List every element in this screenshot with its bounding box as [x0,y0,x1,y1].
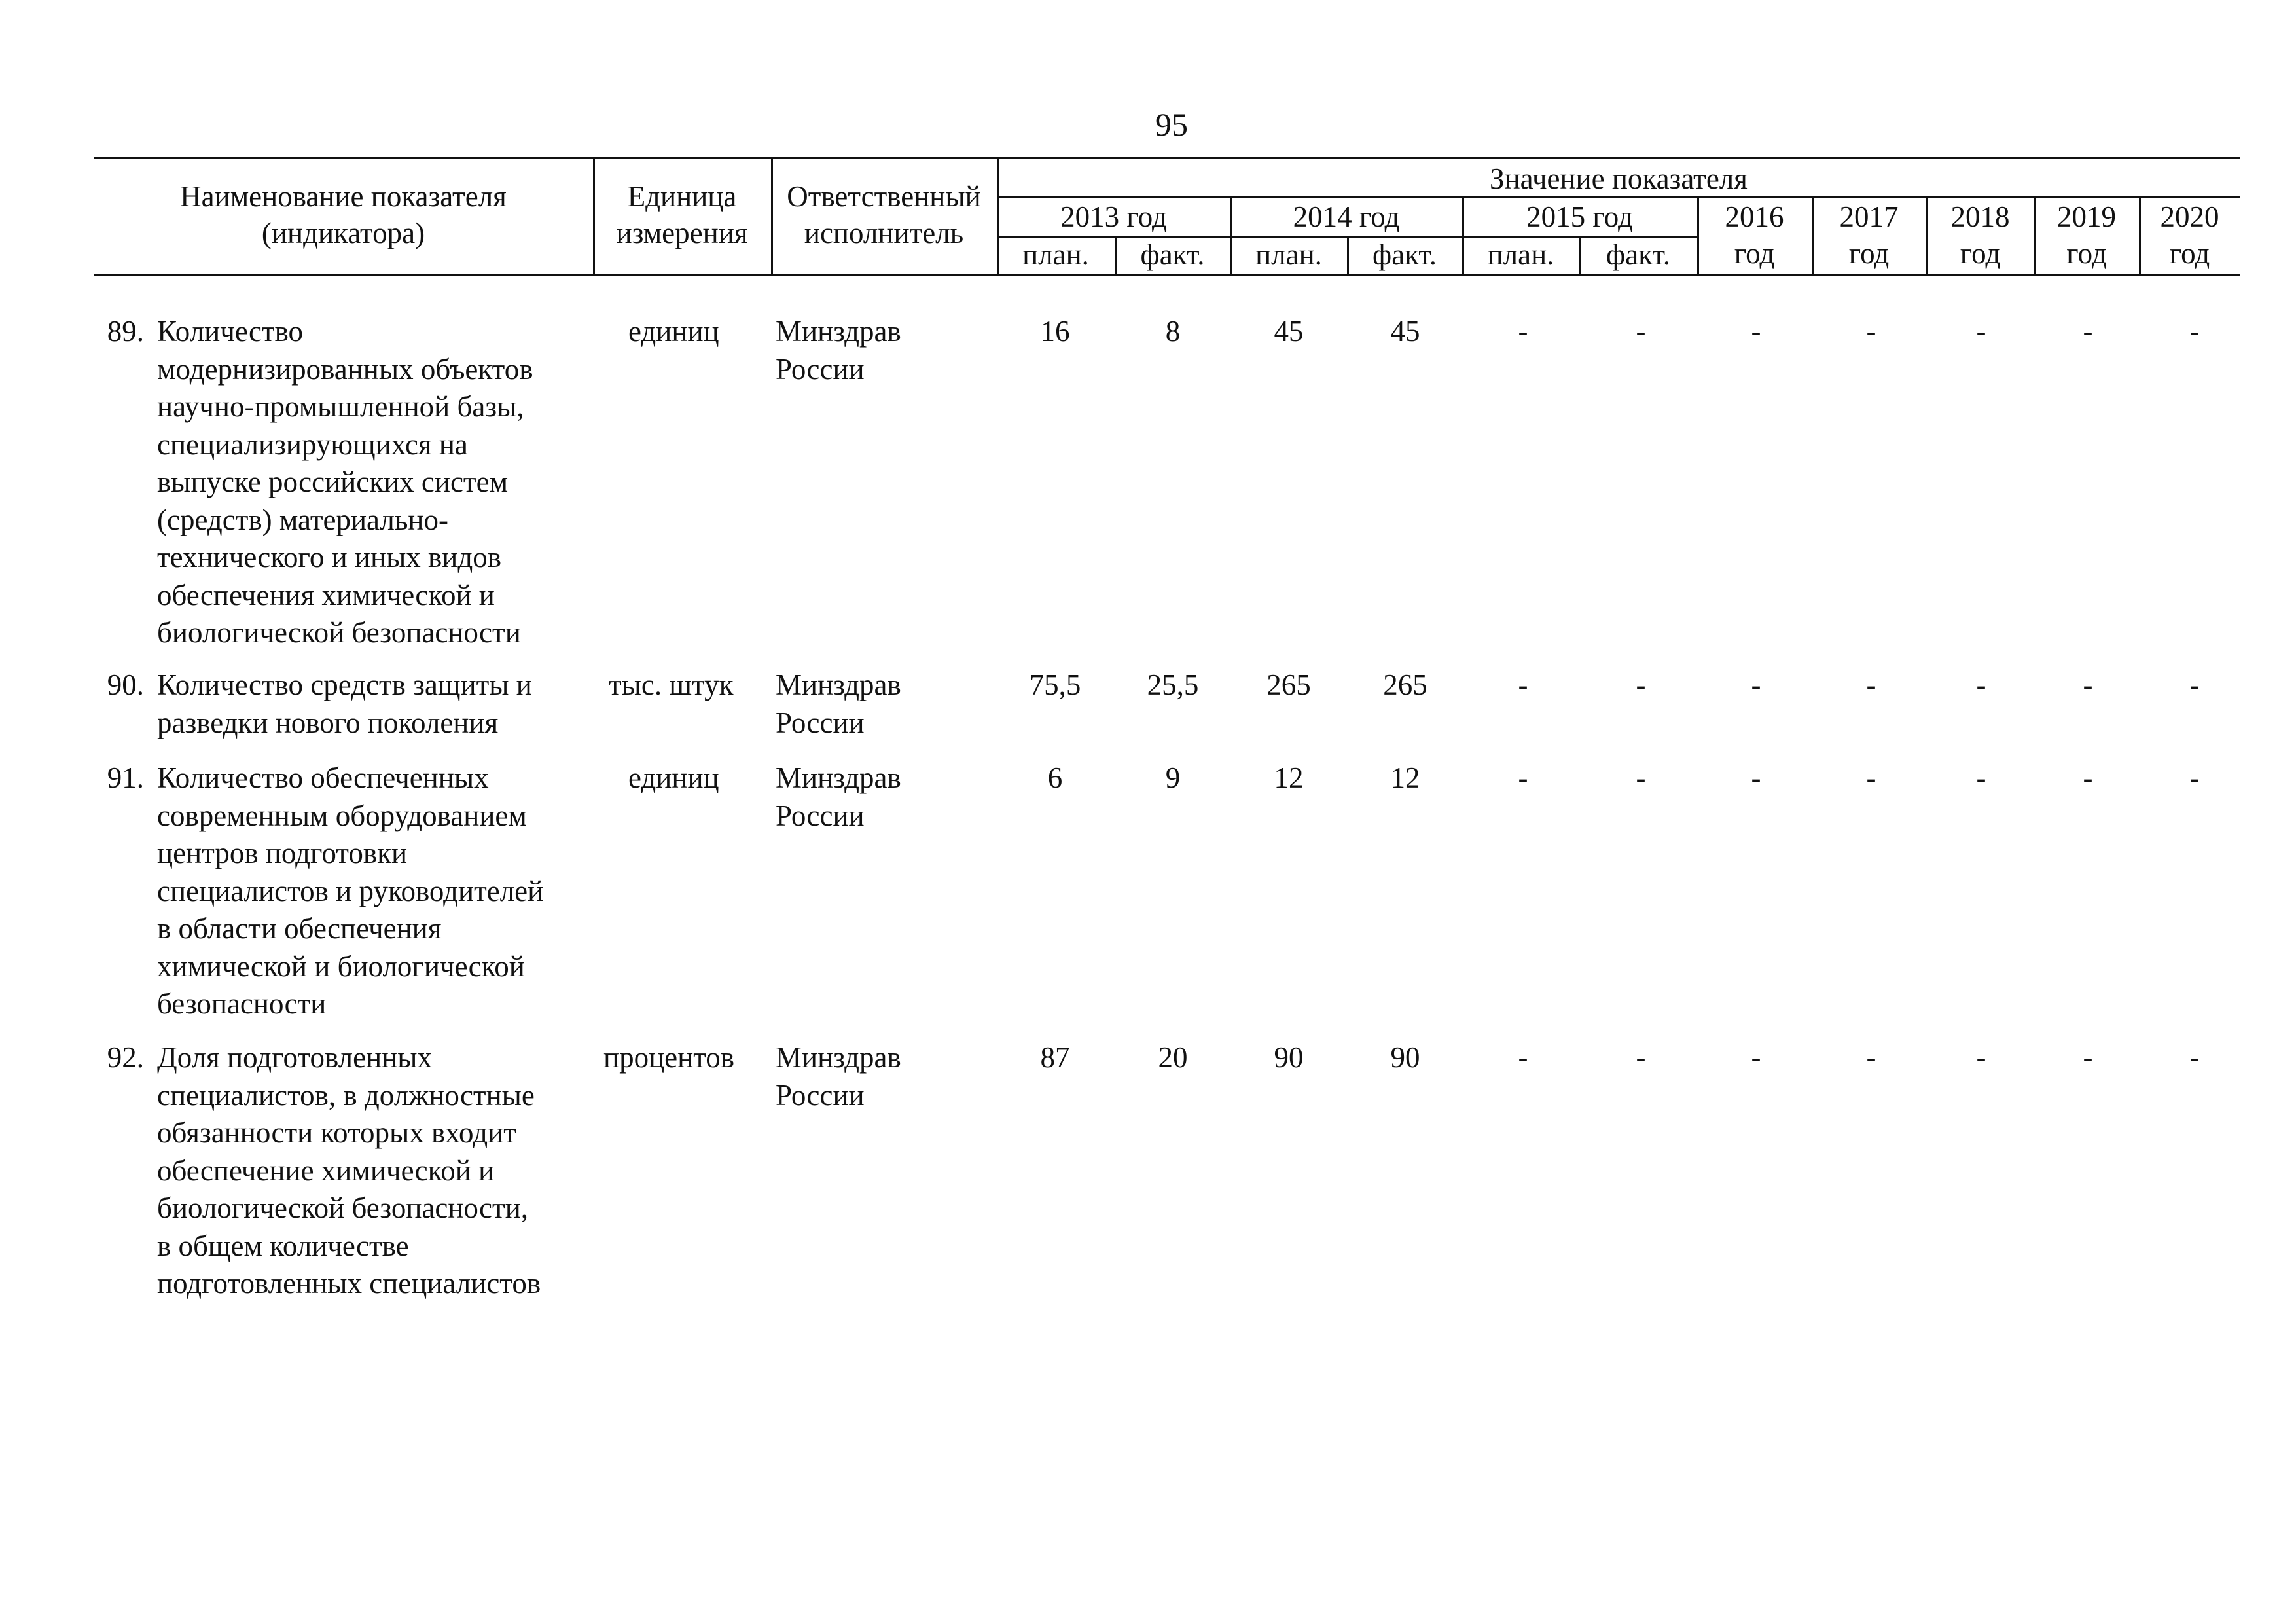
value-2016: - [1751,761,1761,794]
header-unit: Единица измерения [616,180,748,249]
value-2016: - [1751,668,1761,701]
header-2013-plan: план. [1022,238,1089,271]
header-2015-plan: план. [1487,238,1554,271]
value-2013-fact: 20 [1158,1041,1188,1074]
value-2014-plan: 45 [1274,315,1304,348]
header-2013-fact: факт. [1140,238,1205,271]
value-2015-plan: - [1518,668,1528,701]
unit-of-measure: тыс. штук [609,668,734,701]
header-2014-fact: факт. [1372,238,1437,271]
indicator-name: Количество модернизированных объектов научно-промышленной базы, специализирующихся на выпуске российских систем (средств) материально- технического и иных видов обеспечения химической и биологической безопасности [157,315,533,649]
value-2014-plan: 90 [1274,1041,1304,1074]
value-2014-fact: 12 [1390,761,1420,794]
value-2019: - [2083,315,2093,348]
value-2013-plan: 6 [1047,761,1063,794]
header-year-2019: 2019 год [2057,200,2116,270]
value-2018: - [1976,315,1986,348]
value-2017: - [1866,1041,1876,1074]
indicator-name: Доля подготовленных специалистов, в должностные обязанности которых входит обеспечение химической и биологической безопасности, в общем количестве подготовленных специалистов [157,1041,541,1300]
value-2015-fact: - [1636,761,1646,794]
header-year-2018: 2018 год [1950,200,2010,270]
value-2013-plan: 75,5 [1029,668,1081,701]
value-2020: - [2189,761,2200,794]
responsible-executor: Минздрав России [776,668,901,739]
header-executor: Ответственный исполнитель [787,180,981,249]
header-year-2020: 2020 год [2160,200,2219,270]
value-2014-fact: 265 [1383,668,1427,701]
header-indicator-value: Значение показателя [1490,162,1748,195]
value-2013-fact: 25,5 [1147,668,1199,701]
table-top-rule [94,157,2240,159]
value-2013-plan: 16 [1040,315,1070,348]
value-2015-plan: - [1518,315,1528,348]
value-2020: - [2189,668,2200,701]
value-2013-fact: 8 [1165,315,1181,348]
header-year-2016: 2016 год [1725,200,1784,270]
value-2013-fact: 9 [1165,761,1181,794]
value-2014-plan: 265 [1266,668,1311,701]
value-2016: - [1751,1041,1761,1074]
value-2016: - [1751,315,1761,348]
value-2015-fact: - [1636,1041,1646,1074]
value-2013-plan: 87 [1040,1041,1070,1074]
page-number: 95 [1155,106,1188,143]
value-2017: - [1866,761,1876,794]
value-2018: - [1976,1041,1986,1074]
value-2014-plan: 12 [1274,761,1304,794]
unit-of-measure: единиц [628,761,719,794]
value-2015-plan: - [1518,761,1528,794]
header-indicator-name: Наименование показателя (индикатора) [180,180,507,249]
unit-of-measure: процентов [603,1041,735,1074]
value-2018: - [1976,668,1986,701]
indicator-name: Количество средств защиты и разведки нового поколения [157,668,532,739]
row-number: 89. [107,315,144,348]
header-year-2014: 2014 год [1293,200,1400,233]
responsible-executor: Минздрав России [776,1041,901,1112]
header-2014-plan: план. [1255,238,1322,271]
value-2015-fact: - [1636,315,1646,348]
value-2020: - [2189,1041,2200,1074]
value-2015-plan: - [1518,1041,1528,1074]
value-2019: - [2083,761,2093,794]
table-header-bottom-rule [94,274,2240,276]
value-2014-fact: 45 [1390,315,1420,348]
value-2017: - [1866,668,1876,701]
value-2020: - [2189,315,2200,348]
header-2015-fact: факт. [1606,238,1670,271]
unit-of-measure: единиц [628,315,719,348]
responsible-executor: Минздрав России [776,315,901,386]
header-year-2017: 2017 год [1839,200,1899,270]
value-2019: - [2083,668,2093,701]
value-2014-fact: 90 [1390,1041,1420,1074]
header-year-2015: 2015 год [1526,200,1633,233]
header-year-2013: 2013 год [1060,200,1167,233]
responsible-executor: Минздрав России [776,761,901,832]
value-2019: - [2083,1041,2093,1074]
row-number: 91. [107,761,144,794]
indicator-name: Количество обеспеченных современным оборудованием центров подготовки специалистов и руководителей в области обеспечения химической и биологической безопасности [157,761,544,1020]
value-2015-fact: - [1636,668,1646,701]
row-number: 90. [107,668,144,701]
value-2017: - [1866,315,1876,348]
row-number: 92. [107,1041,144,1074]
value-2018: - [1976,761,1986,794]
